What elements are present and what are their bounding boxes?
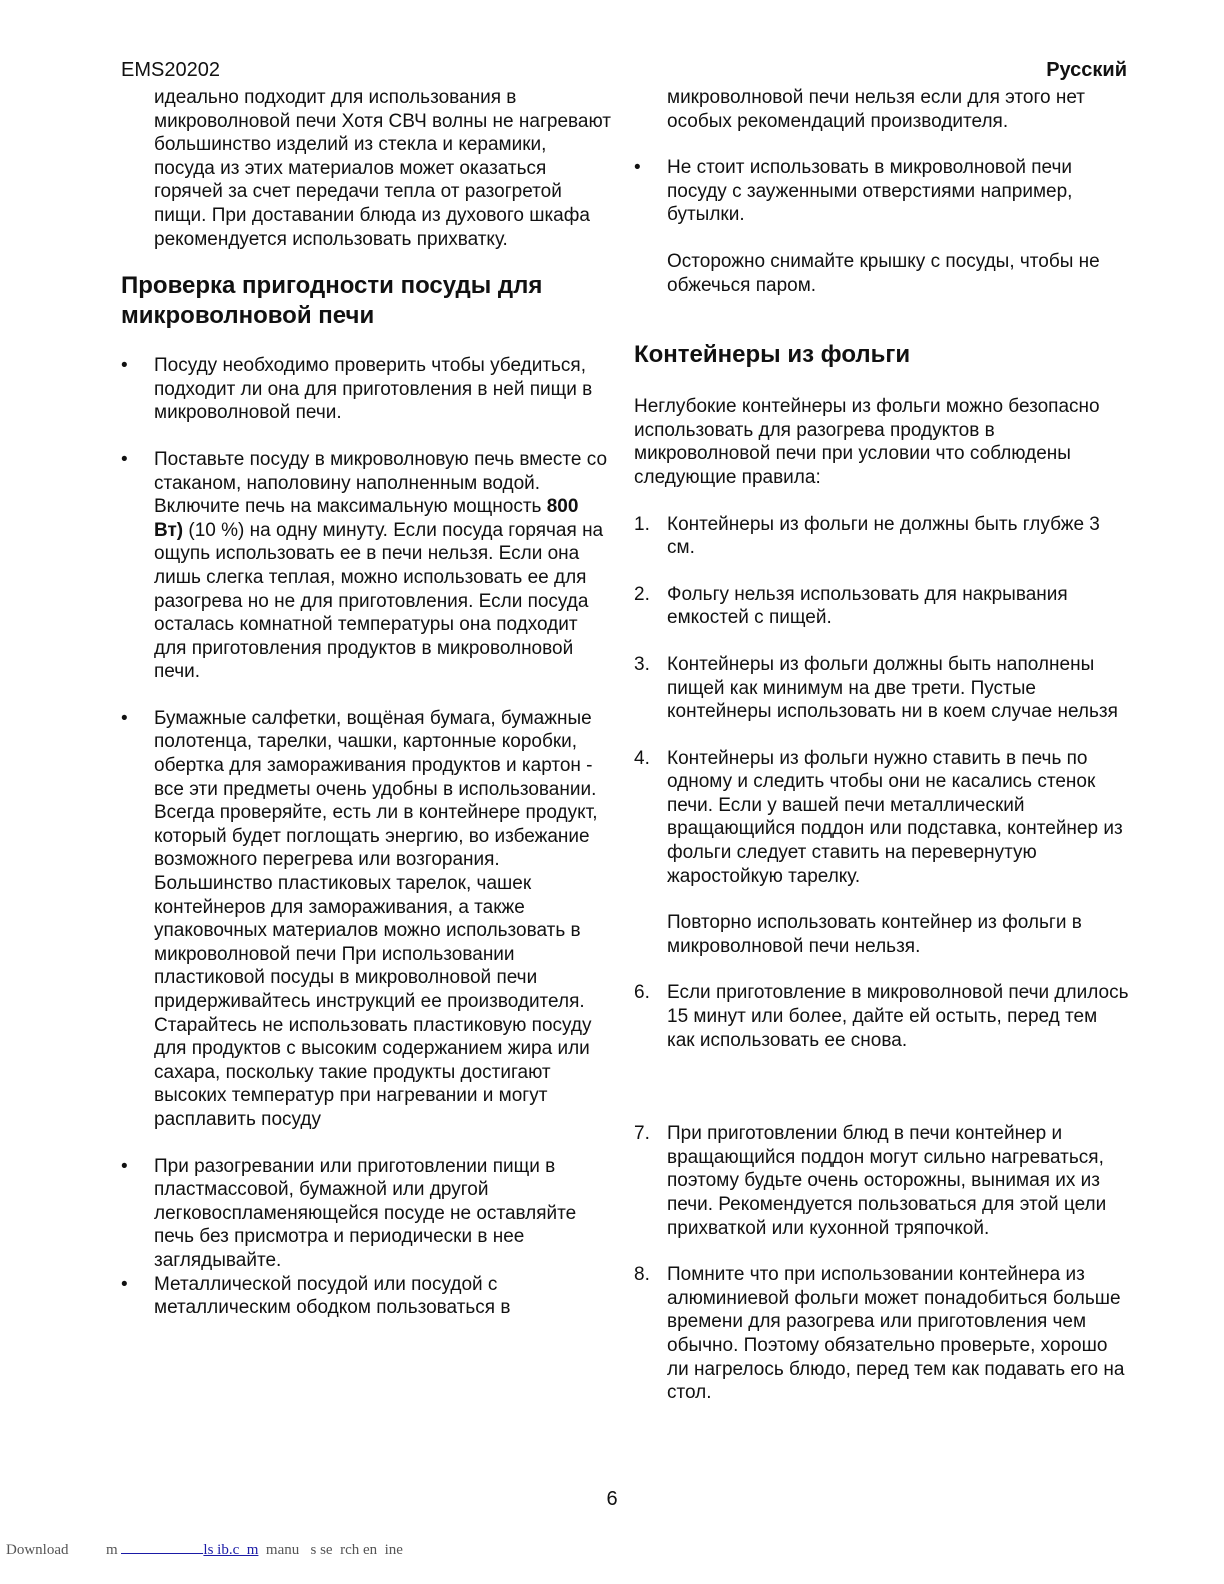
item-text: Контейнеры из фольги не должны быть глубже 3 см. <box>667 513 1100 559</box>
footer-watermark <box>6 1542 403 1559</box>
footer-link[interactable]: ls ib.c m <box>203 1542 259 1558</box>
numbered-item <box>634 1122 1130 1240</box>
power-value: 800 Вт) <box>154 496 579 541</box>
item-text: Если приготовление в микроволновой печи длилось 15 минут или более, дайте ей остыть, перед тем как использовать ее снова. <box>667 982 1129 1051</box>
item-text: Контейнеры из фольги должны быть наполнены пищей как минимум на две трети. Пустые контейнеры использовать ни в коем случае нельзя <box>667 653 1118 723</box>
footer-text-left: Download m <box>6 1542 122 1558</box>
bullet-icon: • <box>121 707 128 729</box>
list-item <box>121 448 611 684</box>
numbered-item-note <box>634 911 1130 958</box>
numbered-item <box>634 653 1130 724</box>
item-number: 3. <box>634 653 650 675</box>
list-item-text: Посуду необходимо проверить чтобы убедиться, подходит ли она для приготовления в ней пищи в микроволновой печи. <box>154 355 593 424</box>
right-continuation-text: микроволновой печи нельзя если для этого нет особых рекомендаций производителя. <box>667 87 1085 132</box>
footer-text-right: manu s se rch en ine <box>258 1542 403 1558</box>
list-item-text: Металлической посудой или посудой с металлическим ободком пользоваться в <box>154 1273 511 1319</box>
list-item-text: Большинство пластиковых тарелок, чашек контейнеров для замораживания, а также упаковочных материалов можно использовать в микроволновой печи При использовании пластиковой посуды в микроволновой печи придерживайтесь инструкций ее производителя. Старайтесь не использовать пластиковую посуду для продуктов с высоким содержанием жира или сахара, поскольку такие продукты достигают высоких температур при нагревании и могут расплавить посуду <box>154 873 592 1130</box>
numbered-item <box>634 583 1130 630</box>
item-number: 6. <box>634 982 650 1004</box>
list-item <box>121 1155 611 1273</box>
list-item <box>121 354 611 425</box>
bullet-icon: • <box>121 1155 128 1177</box>
item-text: Фольгу нельзя использовать для накрывания емкостей с пищей. <box>667 583 1068 629</box>
section-heading-dish-test: Проверка пригодности посуды для микроволновой печи <box>121 272 543 330</box>
left-intro-text: идеально подходит для использования в микроволновой печи Хотя СВЧ волны не нагревают большинство изделий из стекла и керамики, посуда из этих материалов может оказаться горячей за счет передачи тепла от разогретой пищи. При доставании блюда из духового шкафа рекомендуется использовать прихватку. <box>154 87 612 250</box>
bullet-icon: • <box>121 448 128 470</box>
item-text: При приготовлении блюд в печи контейнер и вращающийся поддон могут сильно нагреваться, поэтому будьте очень осторожны, вынимая их из печи. Рекомендуется пользоваться для этой цели прихваткой или кухонной тряпочкой. <box>667 1123 1107 1239</box>
item-text: Повторно использовать контейнер из фольги в микроволновой печи нельзя. <box>667 912 1082 957</box>
list-item-text-part: Поставьте посуду в микроволновую печь вместе со стаканом, наполовину наполненным водой. Включите печь на максимальную мощность <box>154 448 608 518</box>
item-number: 4. <box>634 747 650 769</box>
list-item-text <box>154 448 611 684</box>
list-item-text: При разогревании или приготовлении пищи в пластмассовой, бумажной или другой легковоспламеняющейся посуде не оставляйте печь без присмотра и периодически в нее заглядывайте. <box>154 1155 577 1271</box>
foil-intro-text: Неглубокие контейнеры из фольги можно безопасно использовать для разогрева продуктов в микроволновой печи при условии что соблюдены следующие правила: <box>634 396 1100 488</box>
list-item-text: Не стоит использовать в микроволновой печи посуду с зауженными отверстиями например, бутылки. <box>667 157 1073 226</box>
bullet-icon: • <box>634 157 641 179</box>
left-column <box>121 86 611 1320</box>
item-number: 7. <box>634 1123 650 1145</box>
numbered-item <box>634 513 1130 560</box>
right-column <box>634 86 1130 1405</box>
header-model: EMS20202 <box>121 59 220 81</box>
footer-underline <box>121 1553 203 1554</box>
numbered-item <box>634 981 1130 1052</box>
item-number: 8. <box>634 1264 650 1286</box>
bullet-icon: • <box>121 355 128 377</box>
item-text: Контейнеры из фольги нужно ставить в печь по одному и следить чтобы они не касались стенок печи. Если у вашей печи металлический вращающийся поддон или подставка, контейнер из фольги следует ставить на перевернутую жаростойкую тарелку. <box>667 747 1123 887</box>
section-heading-foil-containers: Контейнеры из фольги <box>634 341 911 369</box>
item-number: 2. <box>634 583 650 605</box>
list-item-text: Бумажные салфетки, вощёная бумага, бумажные полотенца, тарелки, чашки, картонные коробки, обертка для замораживания продуктов и картон - все эти предметы очень удобны в использовании. Всегда проверяйте, есть ли в контейнере продукт, который будет поглощать энергию, во избежание возможного перегрева или возгорания. <box>154 707 598 871</box>
item-text: Помните что при использовании контейнера из алюминиевой фольги может понадобиться больше времени для разогрева или приготовления чем обычно. Поэтому обязательно проверьте, хорошо ли нагрелось блюдо, перед тем как подавать его на стол. <box>667 1264 1125 1404</box>
list-item <box>634 156 1130 297</box>
numbered-item <box>634 1263 1130 1405</box>
item-number: 1. <box>634 513 650 535</box>
list-item-text-part: (10 %) на одну минуту. Если посуда горячая на ощупь использовать ее в печи нельзя. Если она лишь слегка теплая, можно использовать ее для разогрева но не для приготовления. Если посуда осталась комнатной температуры она подходит для приготовления продуктов в микроволновой печи. <box>154 519 604 683</box>
header-language: Русский <box>1046 59 1127 81</box>
page-number: 6 <box>606 1488 618 1510</box>
bullet-icon: • <box>121 1273 128 1295</box>
list-item <box>121 707 611 1132</box>
list-item-note: Осторожно снимайте крышку с посуды, чтобы не обжечься паром. <box>667 250 1100 296</box>
numbered-item <box>634 747 1130 889</box>
list-item <box>121 1273 611 1320</box>
